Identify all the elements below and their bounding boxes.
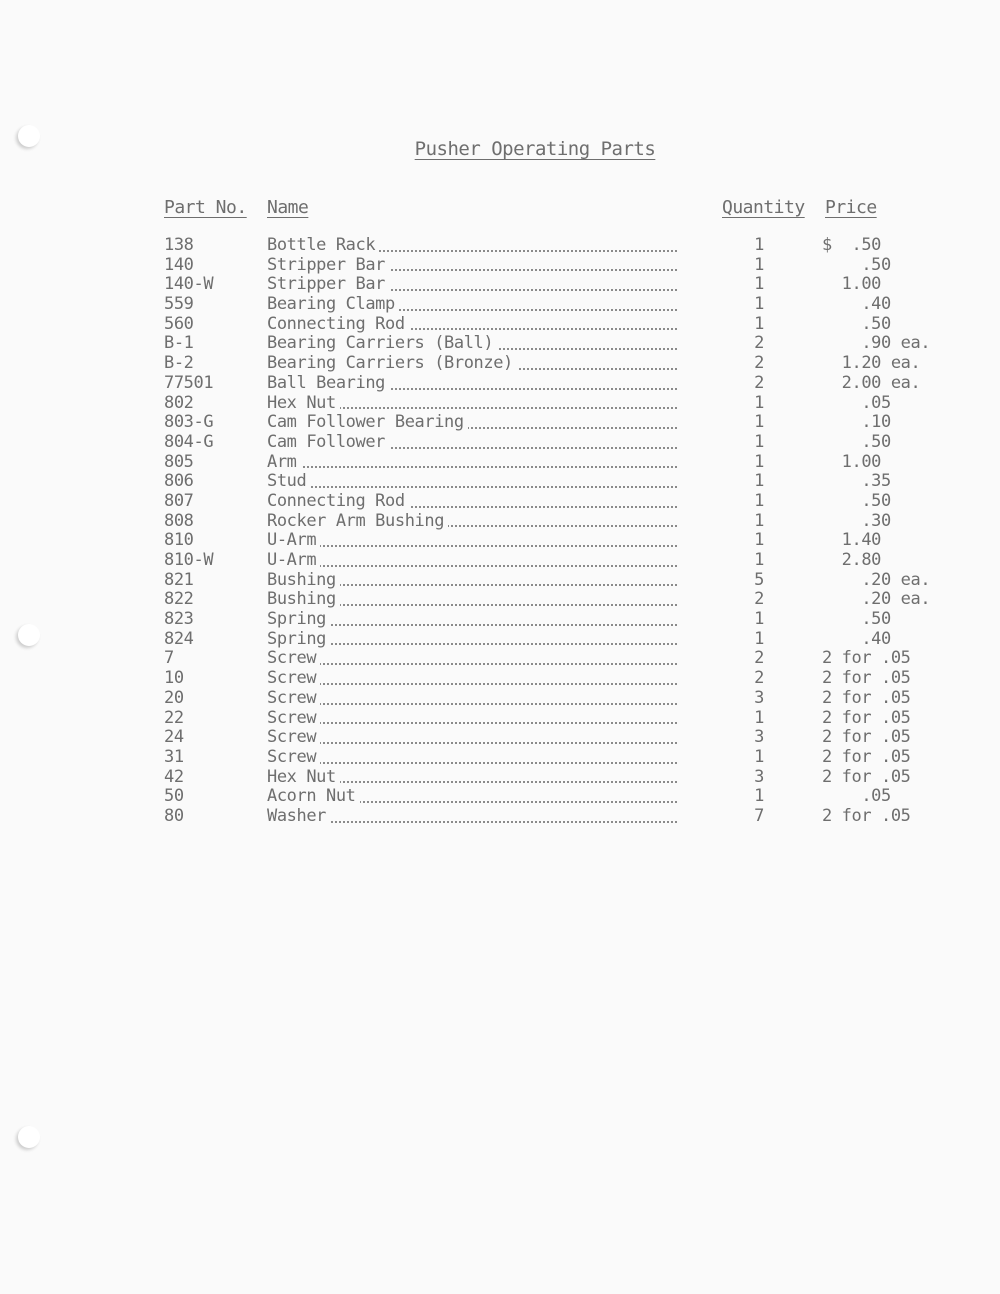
dot-leader	[267, 486, 677, 488]
part-name: Screw	[267, 709, 320, 728]
dot-leader	[267, 683, 677, 685]
part-number: 824	[164, 628, 194, 649]
part-name: Stud	[267, 472, 310, 491]
part-price: 2.80	[822, 550, 882, 570]
part-name: Screw	[267, 728, 320, 747]
table-row	[0, 275, 1000, 295]
part-name: Spring	[267, 610, 330, 629]
header-part-no: Part No.	[164, 197, 247, 218]
part-number: 42	[164, 766, 184, 787]
table-row	[0, 807, 1000, 827]
header-quantity: Quantity	[722, 197, 805, 218]
part-name-cell	[267, 374, 677, 394]
part-price: .20 ea.	[822, 569, 931, 590]
part-number: 20	[164, 687, 184, 708]
part-quantity: 1	[754, 313, 764, 334]
part-quantity: 1	[754, 274, 764, 295]
table-row	[0, 492, 1000, 512]
part-name: Washer	[267, 807, 330, 826]
part-price: .40	[822, 294, 891, 315]
table-row	[0, 394, 1000, 414]
part-price: 2 for .05	[822, 707, 911, 728]
table-row	[0, 590, 1000, 610]
part-name: U-Arm	[267, 531, 320, 550]
part-number: 50	[164, 786, 184, 807]
part-name: Stripper Bar	[267, 275, 389, 294]
part-quantity: 1	[754, 294, 764, 315]
part-quantity: 1	[754, 707, 764, 728]
dot-leader	[267, 762, 677, 764]
part-quantity: 1	[754, 490, 764, 511]
part-name: Screw	[267, 689, 320, 708]
part-name-cell	[267, 512, 677, 532]
table-row	[0, 354, 1000, 374]
part-name-cell	[267, 492, 677, 512]
part-price: .35	[822, 471, 891, 492]
part-name: Cam Follower Bearing	[267, 413, 468, 432]
punch-hole-bottom	[18, 1126, 40, 1148]
part-name-cell	[267, 748, 677, 768]
part-price: .10	[822, 412, 891, 433]
part-name: U-Arm	[267, 551, 320, 570]
part-number: 803-G	[164, 412, 214, 433]
part-quantity: 1	[754, 786, 764, 807]
part-number: 804-G	[164, 431, 214, 452]
part-number: 140-W	[164, 274, 214, 295]
part-number: 802	[164, 392, 194, 413]
part-price: .05	[822, 392, 891, 413]
part-name: Stripper Bar	[267, 256, 389, 275]
part-quantity: 2	[754, 333, 764, 354]
part-name: Hex Nut	[267, 768, 340, 787]
part-number: 807	[164, 490, 194, 511]
part-number: 806	[164, 471, 194, 492]
part-number: 821	[164, 569, 194, 590]
table-row	[0, 315, 1000, 335]
part-price: 2 for .05	[822, 648, 911, 669]
part-name-cell	[267, 236, 677, 256]
part-price: 1.20 ea.	[822, 353, 921, 374]
part-price: 2 for .05	[822, 727, 911, 748]
part-number: 22	[164, 707, 184, 728]
table-row	[0, 787, 1000, 807]
table-row	[0, 512, 1000, 532]
part-price: 2 for .05	[822, 746, 911, 767]
part-name-cell	[267, 256, 677, 276]
part-name-cell	[267, 295, 677, 315]
dot-leader	[267, 466, 677, 468]
page-title: Pusher Operating Parts	[414, 138, 656, 160]
part-price: .20 ea.	[822, 589, 931, 610]
part-name-cell	[267, 315, 677, 335]
dot-leader	[267, 722, 677, 724]
part-name-cell	[267, 571, 677, 591]
part-number: 10	[164, 668, 184, 689]
part-name: Arm	[267, 453, 301, 472]
table-row	[0, 413, 1000, 433]
part-number: 24	[164, 727, 184, 748]
part-price: .50	[822, 254, 891, 275]
table-row	[0, 669, 1000, 689]
part-name: Screw	[267, 669, 320, 688]
header-name: Name	[267, 197, 309, 218]
part-name-cell	[267, 472, 677, 492]
table-row	[0, 630, 1000, 650]
part-name-cell	[267, 354, 677, 374]
part-name: Hex Nut	[267, 394, 340, 413]
part-name-cell	[267, 394, 677, 414]
dot-leader	[267, 703, 677, 705]
part-quantity: 1	[754, 392, 764, 413]
dot-leader	[267, 565, 677, 567]
part-price: .30	[822, 510, 891, 531]
part-name-cell	[267, 551, 677, 571]
part-price: 2 for .05	[822, 668, 911, 689]
part-name-cell	[267, 669, 677, 689]
part-price: .05	[822, 786, 891, 807]
table-row	[0, 649, 1000, 669]
parts-list	[0, 236, 1000, 827]
part-number: 810	[164, 530, 194, 551]
part-price: 2 for .05	[822, 687, 911, 708]
part-quantity: 5	[754, 569, 764, 590]
part-name-cell	[267, 728, 677, 748]
table-row	[0, 334, 1000, 354]
part-name: Bottle Rack	[267, 236, 379, 255]
part-number: 80	[164, 805, 184, 826]
part-price: .50	[822, 313, 891, 334]
part-name: Connecting Rod	[267, 315, 409, 334]
part-name: Screw	[267, 649, 320, 668]
part-quantity: 1	[754, 254, 764, 275]
part-number: 138	[164, 235, 194, 255]
part-price: 2 for .05	[822, 766, 911, 787]
part-quantity: 1	[754, 412, 764, 433]
part-name: Connecting Rod	[267, 492, 409, 511]
part-name: Spring	[267, 630, 330, 649]
part-quantity: 1	[754, 628, 764, 649]
dot-leader	[267, 742, 677, 744]
part-quantity: 7	[754, 805, 764, 826]
part-quantity: 3	[754, 687, 764, 708]
part-name-cell	[267, 453, 677, 473]
table-row	[0, 728, 1000, 748]
part-name-cell	[267, 807, 677, 827]
part-name: Rocker Arm Bushing	[267, 512, 448, 531]
part-name-cell	[267, 413, 677, 433]
part-price: 1.00	[822, 451, 882, 472]
part-name-cell	[267, 433, 677, 453]
table-row	[0, 768, 1000, 788]
part-name: Bearing Clamp	[267, 295, 399, 314]
table-row	[0, 748, 1000, 768]
table-row	[0, 551, 1000, 571]
part-number: 31	[164, 746, 184, 767]
part-price: 1.40	[822, 530, 882, 551]
part-number: 823	[164, 609, 194, 630]
table-row	[0, 236, 1000, 256]
part-name-cell	[267, 275, 677, 295]
part-number: 805	[164, 451, 194, 472]
part-quantity: 2	[754, 353, 764, 374]
part-name-cell	[267, 689, 677, 709]
part-quantity: 1	[754, 530, 764, 551]
part-name-cell	[267, 630, 677, 650]
part-name: Bearing Carriers (Bronze)	[267, 354, 517, 373]
part-quantity: 3	[754, 727, 764, 748]
table-row	[0, 531, 1000, 551]
dot-leader	[267, 663, 677, 665]
part-quantity: 2	[754, 372, 764, 393]
table-row	[0, 610, 1000, 630]
part-number: 822	[164, 589, 194, 610]
part-quantity: 1	[754, 235, 764, 255]
part-name: Acorn Nut	[267, 787, 360, 806]
part-quantity: 2	[754, 648, 764, 669]
part-price: .50	[822, 490, 891, 511]
part-name-cell	[267, 768, 677, 788]
part-name-cell	[267, 334, 677, 354]
part-quantity: 1	[754, 451, 764, 472]
part-name: Ball Bearing	[267, 374, 389, 393]
table-row	[0, 374, 1000, 394]
part-name: Bearing Carriers (Ball)	[267, 334, 497, 353]
part-name-cell	[267, 610, 677, 630]
part-price: 1.00	[822, 274, 882, 295]
part-quantity: 1	[754, 609, 764, 630]
table-row	[0, 472, 1000, 492]
part-quantity: 1	[754, 431, 764, 452]
table-row	[0, 453, 1000, 473]
part-quantity: 1	[754, 550, 764, 570]
table-row	[0, 709, 1000, 729]
part-name-cell	[267, 590, 677, 610]
part-price: $ .50	[822, 235, 882, 255]
table-row	[0, 571, 1000, 591]
table-row	[0, 689, 1000, 709]
part-price: 2 for .05	[822, 805, 911, 826]
part-number: 7	[164, 648, 174, 669]
part-quantity: 3	[754, 766, 764, 787]
part-number: 810-W	[164, 550, 214, 570]
part-quantity: 1	[754, 510, 764, 531]
part-number: 560	[164, 313, 194, 334]
table-row	[0, 256, 1000, 276]
part-name: Bushing	[267, 571, 340, 590]
part-number: 559	[164, 294, 194, 315]
part-name: Screw	[267, 748, 320, 767]
table-row	[0, 433, 1000, 453]
part-price: .50	[822, 431, 891, 452]
part-name-cell	[267, 787, 677, 807]
dot-leader	[267, 545, 677, 547]
part-name-cell	[267, 649, 677, 669]
part-number: 140	[164, 254, 194, 275]
part-quantity: 1	[754, 746, 764, 767]
part-price: .90 ea.	[822, 333, 931, 354]
part-name-cell	[267, 709, 677, 729]
table-row	[0, 295, 1000, 315]
part-number: 808	[164, 510, 194, 531]
part-quantity: 2	[754, 589, 764, 610]
part-name-cell	[267, 531, 677, 551]
part-price: .50	[822, 609, 891, 630]
part-price: 2.00 ea.	[822, 372, 921, 393]
part-quantity: 1	[754, 471, 764, 492]
part-name: Cam Follower	[267, 433, 389, 452]
part-name: Bushing	[267, 590, 340, 609]
header-price: Price	[825, 197, 877, 218]
part-number: B-1	[164, 333, 194, 354]
part-price: .40	[822, 628, 891, 649]
part-number: 77501	[164, 372, 214, 393]
part-quantity: 2	[754, 668, 764, 689]
part-number: B-2	[164, 353, 194, 374]
